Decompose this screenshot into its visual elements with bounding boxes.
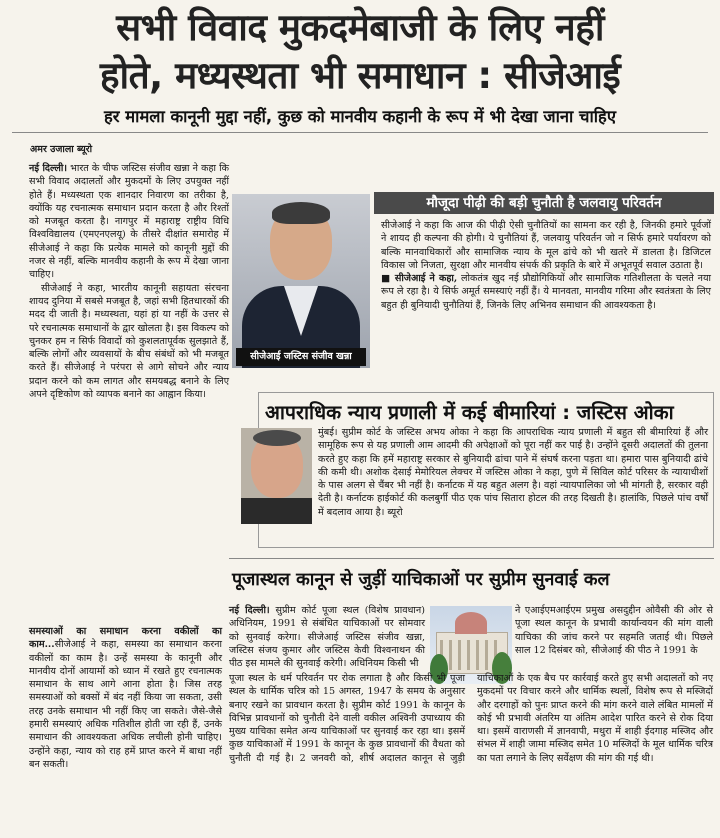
- climate-para-1: सीजेआई ने कहा कि आज की पीढ़ी ऐसी चुनौतियों का सामना कर रही है, जिनकी हमारे पूर्वजों ने शायद ही कल्पना की होगी। ये चुनौतियां हैं, जलवायु परिवर्तन जो न सिर्फ हमारे पर्यावरण को बल्कि मानवाधिकारों और सामाजिक न्याय के मूल ढांचे को भी खतरे में डालता है। डिजिटल विकास जो निजता, सुरक्षा और मानवीय संपर्क की प्रकृति के बारे में अभूतपूर्व सवाल उठाता है।: [381, 220, 711, 271]
- divider: [12, 132, 708, 133]
- worship-story-title: पूजास्थल कानून से जुड़ीं याचिकाओं पर सुप्रीम सुनवाई कल: [232, 569, 610, 590]
- climate-para-2-text: लोकतंत्र खुद नई प्रौद्योगिकियों और सामाजिक गतिशीलता के चलते नया रूप ले रहा है। ये सिर्फ अमूर्त समस्याएं नहीं हैं। ये मानवता, मानवीय गरिमा और स्वतंत्रता के लिए बहुत ही बुनियादी चुनौतियां हैं, जिनके लिए अभिनव समाधान की आवश्यकता है।: [381, 273, 711, 311]
- oka-story-title: आपराधिक न्याय प्रणाली में कई बीमारियां : जस्टिस ओका: [265, 401, 674, 424]
- main-para-1-text: भारत के चीफ जस्टिस संजीव खन्ना ने कहा कि सभी विवाद अदालतों और मुकदमों के लिए उपयुक्त नहीं होते हैं। मध्यस्थता एक शानदार निवारण का तरीका है, क्योंकि यह रचनात्मक समाधान प्रदान करता है और रिश्तों को मजबूत करता है। नागपुर में महाराष्ट्र राष्ट्रीय विधि विश्वविद्यालय (एमएनएलयू) के तीसरे दीक्षांत समारोह में सीजेआई ने कहा कि प्रत्येक मामले को कानूनी मुद्दों की नजर से नहीं, बल्कि मानवीय कहानी के रूप में देखा जाना चाहिए।: [29, 163, 229, 281]
- climate-box-title: मौजूदा पीढ़ी की बड़ी चुनौती है जलवायु परिवर्तन: [374, 192, 714, 214]
- subheadline: हर मामला कानूनी मुद्दा नहीं, कुछ को मानवीय कहानी के रूप में भी देखा जाना चाहिए: [104, 107, 616, 126]
- headline-line-2: होते, मध्यस्थता भी समाधान : सीजेआई: [99, 54, 621, 97]
- oka-photo: [241, 428, 312, 524]
- climate-box-body: [381, 219, 711, 312]
- worship-dateline: नई दिल्ली।: [229, 605, 270, 616]
- oka-story-text: मुंबई। सुप्रीम कोर्ट के जस्टिस अभय ओका ने कहा कि आपराधिक न्याय प्रणाली में बहुत सी बीमारियां हैं और सामूहिक रूप से यह प्रणाली आम आदमी की अपेक्षाओं को पूरा नहीं कर पाई है। उन्होंने दूसरी अदालतों की तुलना करते हुए कहा कि हमें महाराष्ट्र सरकार से बुनियादी ढांचा पाने में संघर्ष करना पड़ता था। हमारा पास बुनियादी ढांचे की कमी थी। अशोक देसाई मेमोरियल लेक्चर में जस्टिस ओका ने कहा, पुणे में सिविल कोर्ट परिसर के न्यायाधीशों के पास अलग से चैंबर भी नहीं है। कर्नाटक में यह बहुत अलग है। वहां न्यायपालिका जो भी मांगती है, सरकार वही देती है। कर्नाटक हाईकोर्ट की कलबुर्गी पीठ एक पांच सितारा होटल की तरह दिखती है। हालांकि, पिछले पांच वर्षों में बदलाव आया है। ब्यूरो: [318, 427, 708, 518]
- para-3-text: सीजेआई ने कहा, समस्या का समाधान करना वकीलों का काम है। उन्हें समस्या के कानूनी और मानवीय दोनों आयामों को ध्यान में रखते हुए रचनात्मक समाधान के साथ आगे आना होता है। जिस तरह समस्याओं को बक्सों में बंद नहीं किया जा सकता, उसी तरह उनके समाधान भी नहीं किए जा सकते। जैसे-जैसे हमारी समस्याएं अधिक गतिशील होती जा रही हैं, उनके समाधान की आवश्यकता अधिक लचीली होनी चाहिए। उन्होंने कहा, न्याय को राह हमें प्राप्त करने में बाधा नहीं बन सकती।: [29, 639, 222, 770]
- cji-photo: [232, 194, 370, 368]
- worship-story-bottom: पूजा स्थल के धर्म परिवर्तन पर रोक लगाता है और किसी भी पूजा स्थल के धार्मिक चरित्र को 15 अगस्त, 1947 के समय के अनुसार बनाए रखने का प्रावधान करता है। सुप्रीम कोर्ट 1991 के कानून के विभिन्न प्रावधानों को चुनौती देने वाली वकील अश्विनी उपाध्याय की मुख्य याचिका समेत अन्य याचिकाओं पर सुनवाई कर रहा था। इसमें कुछ याचिकाओं में 1991 के कानून के कुछ प्रावधानों की वैधता को चुनौती दी गई है। 2 जनवरी को, शीर्ष अदालत कानून से जुड़ी याचिकाओं के एक बैच पर कार्रवाई करते हुए सभी अदालतों को नए मुकदमों पर विचार करने और धार्मिक स्थलों, विशेष रूप से मस्जिदों और दरगाहों को पुनः प्राप्त करने की मांग करने वाले लंबित मामलों में कोई भी प्रभावी अंतरिम या अंतिम आदेश पारित करने से रोक दिया था। इसमें वाराणसी में ज्ञानवापी, मथुरा में शाही ईदगाह मस्जिद और संभल में शाही जामा मस्जिद समेत 10 मस्जिदों के मूल धार्मिक चरित्र का पता लगाने के लिए सर्वेक्षण की मांग की गई थी।: [229, 673, 713, 764]
- main-story-column: [29, 162, 229, 401]
- main-story-para-1: [29, 162, 229, 282]
- section-divider: [229, 558, 714, 559]
- worship-story-left: [229, 604, 425, 670]
- worship-story-right: ने एआईएमआईएम प्रमुख असदुद्दीन ओवैसी की ओर से पूजा स्थल कानून के प्रभावी कार्यान्वयन की मांग वाली याचिका की जांच करने पर सहमति जताई थी। पिछले साल 12 दिसंबर को, सीजेआई की पीठ ने 1991 के: [515, 605, 713, 656]
- byline: अमर उजाला ब्यूरो: [30, 144, 93, 155]
- worship-left-text: सुप्रीम कोर्ट पूजा स्थल (विशेष प्रावधान) अधिनियम, 1991 से संबंधित याचिकाओं पर सोमवार को सुनवाई करेगा। सीजेआई जस्टिस संजीव खन्ना, जस्टिस संजय कुमार और जस्टिस केवी विश्वनाथन की पीठ इस मामले की सुनवाई करेगी। अधिनियम किसी भी: [229, 605, 425, 670]
- headline: [12, 4, 708, 100]
- main-story-para-2: सीजेआई ने कहा, भारतीय कानूनी सहायता संरचना शायद दुनिया में सबसे मजबूत है, जहां सभी हितधारकों की मदद दी जाती है। मध्यस्थता, यहां हां या नहीं के उत्तर से परे रचनात्मक समाधानों के द्वार खोलता है। इस विकल्प को चुनकर हम न सिर्फ विवादों को कुशलतापूर्वक सुलझाते हैं, बल्कि लोगों और व्यवसायों के बीच संबंधों को भी मजबूत करते हैं। सीजेआई ने परंपरा से आगे सोचने और न्याय प्रदान करने को कम लागत और समयबद्ध बनाने के लिए अपने दृष्टिकोण को व्यापक बनाने का आह्वान किया।: [29, 282, 229, 401]
- dateline: नई दिल्ली।: [29, 163, 67, 174]
- climate-para-2-lead: ■ सीजेआई ने कहा,: [381, 273, 458, 285]
- climate-para-2: [381, 272, 711, 312]
- headline-line-1: सभी विवाद मुकदमेबाजी के लिए नहीं: [116, 6, 604, 49]
- photo-caption: सीजेआई जस्टिस संजीव खन्ना: [236, 348, 366, 366]
- main-story-para-3: [29, 625, 222, 771]
- para-3-lead: समस्याओं का समाधान करना वकीलों का काम...: [29, 626, 222, 651]
- main-story-column-continued: [29, 625, 222, 771]
